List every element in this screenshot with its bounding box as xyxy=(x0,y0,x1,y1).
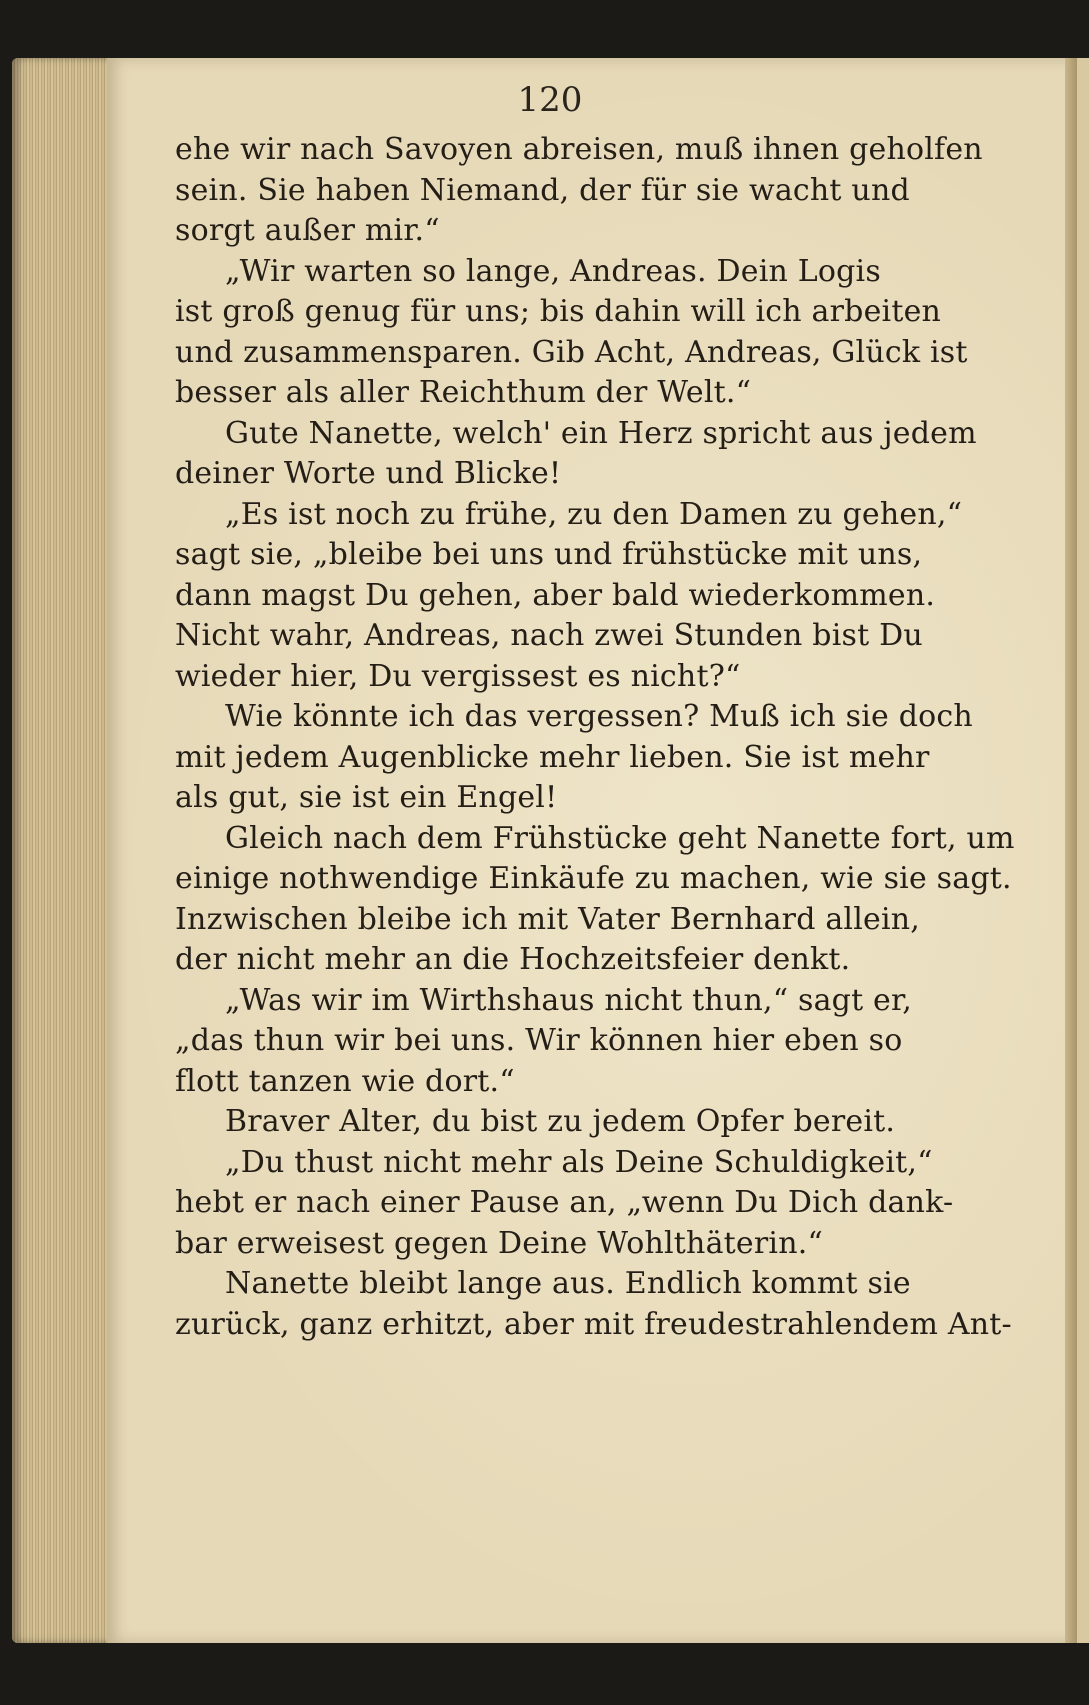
text-line: „Was wir im Wirthshaus nicht thun,“ sagt er, xyxy=(225,982,912,1018)
text-line: und zusammensparen. Gib Acht, Andreas, Glück ist xyxy=(175,334,968,370)
text-line: deiner Worte und Blicke! xyxy=(175,456,562,491)
text-line: „Es ist noch zu frühe, zu den Damen zu gehen,“ xyxy=(225,496,963,532)
text-line: Nicht wahr, Andreas, nach zwei Stunden bist Du xyxy=(175,618,923,653)
page-number: 120 xyxy=(517,80,583,120)
text-line: Inzwischen bleibe ich mit Vater Bernhard allein, xyxy=(175,901,921,937)
text-line: wieder hier, Du vergissest es nicht?“ xyxy=(175,658,741,694)
text-line: ehe wir nach Savoyen abreisen, muß ihnen geholfen xyxy=(175,132,983,167)
text-line: „Du thust nicht mehr als Deine Schuldigkeit,“ xyxy=(225,1144,933,1180)
page-edge-right xyxy=(1065,58,1077,1643)
body-text xyxy=(175,130,1015,1345)
text-line: ist groß genug für uns; bis dahin will ich arbeiten xyxy=(175,294,942,329)
text-line: hebt er nach einer Pause an, „wenn Du Dich dank- xyxy=(175,1185,954,1220)
text-line: Nanette bleibt lange aus. Endlich kommt sie xyxy=(225,1266,911,1301)
text-line: der nicht mehr an die Hochzeitsfeier denkt. xyxy=(175,942,851,977)
text-line: als gut, sie ist ein Engel! xyxy=(175,780,558,815)
text-line: sorgt außer mir.“ xyxy=(175,213,440,248)
text-line: besser als aller Reichthum der Welt.“ xyxy=(175,375,752,410)
text-line: Gute Nanette, welch' ein Herz spricht aus jedem xyxy=(225,415,977,451)
text-line: sein. Sie haben Niemand, der für sie wacht und xyxy=(175,172,910,208)
text-line: bar erweisest gegen Deine Wohlthäterin.“ xyxy=(175,1225,823,1261)
text-line: Wie könnte ich das vergessen? Muß ich sie doch xyxy=(225,699,973,734)
text-line: Gleich nach dem Frühstücke geht Nanette fort, um xyxy=(225,820,1015,856)
text-line: „das thun wir bei uns. Wir können hier eben so xyxy=(175,1023,903,1058)
text-line: dann magst Du gehen, aber bald wiederkommen. xyxy=(175,577,936,613)
text-line: sagt sie, „bleibe bei uns und frühstücke mit uns, xyxy=(175,537,923,572)
text-line: zurück, ganz erhitzt, aber mit freudestrahlendem Ant- xyxy=(175,1306,1012,1342)
text-line: „Wir warten so lange, Andreas. Dein Logis xyxy=(225,253,881,289)
text-line: Braver Alter, du bist zu jedem Opfer bereit. xyxy=(225,1104,896,1139)
text-line: mit jedem Augenblicke mehr lieben. Sie ist mehr xyxy=(175,739,930,775)
text-line: flott tanzen wie dort.“ xyxy=(175,1063,515,1099)
page-edges-left xyxy=(12,58,107,1643)
text-line: einige nothwendige Einkäufe zu machen, wie sie sagt. xyxy=(175,861,1012,896)
